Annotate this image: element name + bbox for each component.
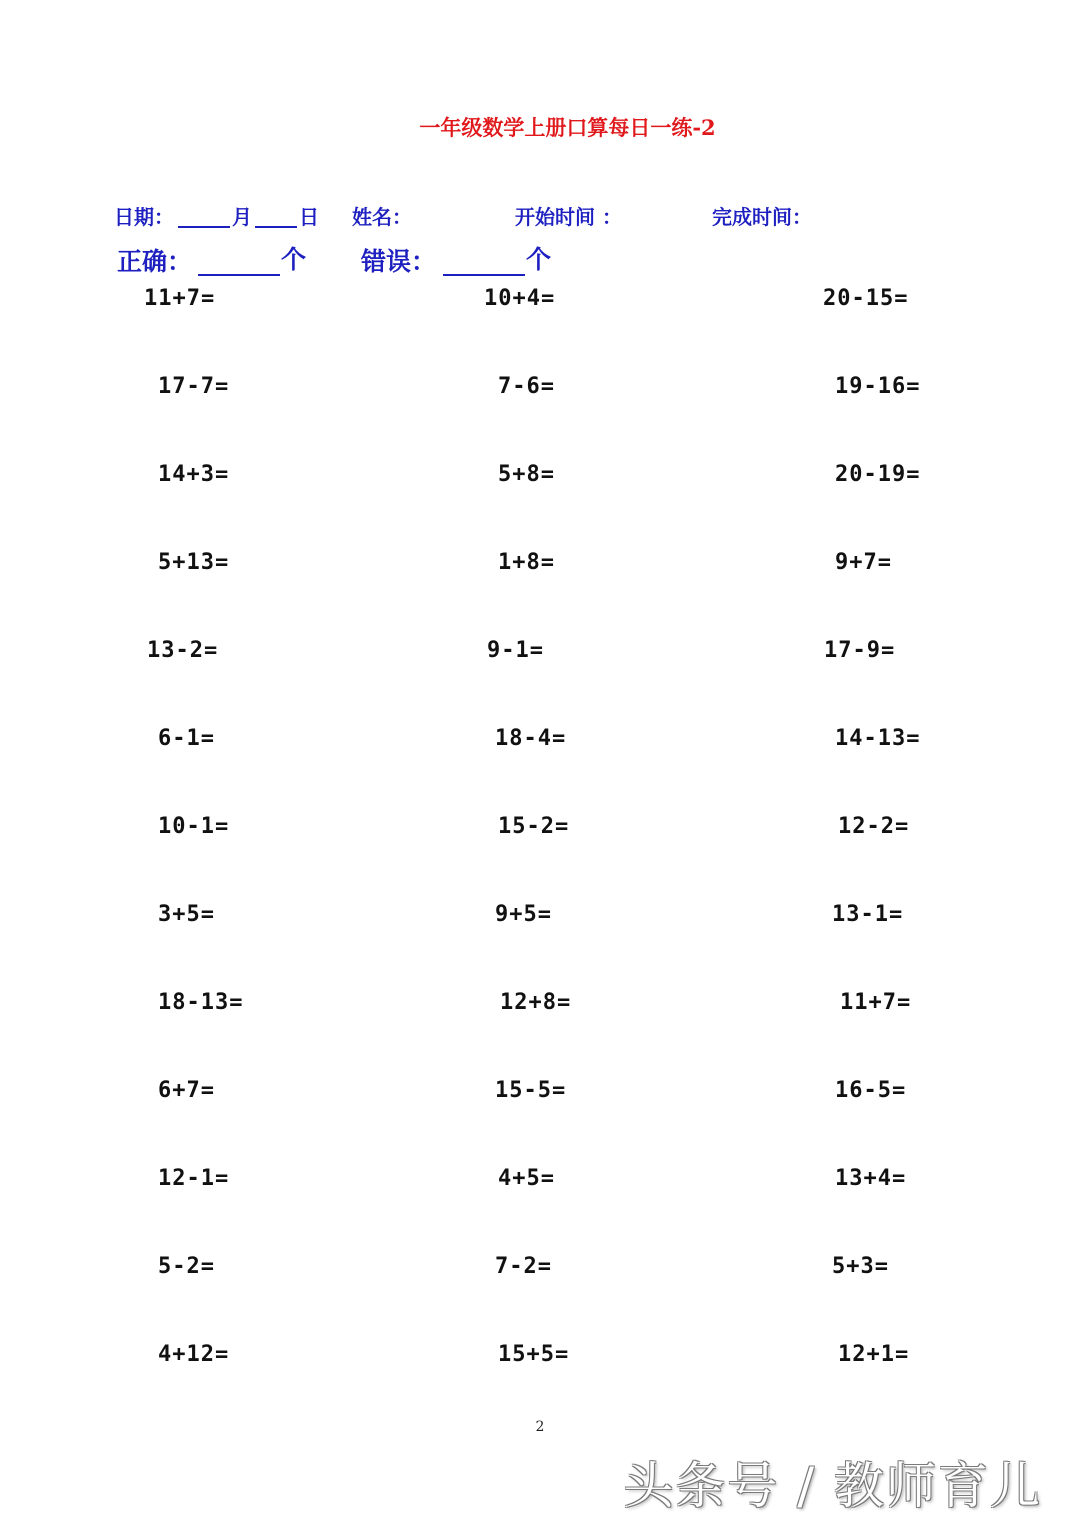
problem-c3-9: 11+7= [840, 990, 912, 1015]
problem-c2-9: 12+8= [500, 990, 572, 1015]
wrong-unit: 个 [526, 245, 552, 274]
problem-c2-11: 4+5= [498, 1166, 555, 1191]
problem-c1-9: 18-13= [158, 990, 244, 1015]
wrong-blank [443, 270, 525, 276]
correct-unit: 个 [281, 245, 307, 274]
start-time-label: 开始时间 ： [515, 205, 622, 229]
correct-blank [198, 270, 280, 276]
problem-c2-12: 7-2= [495, 1254, 552, 1279]
problem-c1-6: 6-1= [158, 726, 215, 751]
day-label: 日 [299, 205, 319, 229]
problem-c2-2: 7-6= [498, 374, 555, 399]
problem-c1-10: 6+7= [158, 1078, 215, 1103]
problem-c2-6: 18-4= [495, 726, 567, 751]
problem-c2-4: 1+8= [498, 550, 555, 575]
end-time-label: 完成时间： [712, 205, 812, 229]
problem-c2-10: 15-5= [495, 1078, 567, 1103]
problem-c3-7: 12-2= [838, 814, 910, 839]
problem-c1-13: 4+12= [158, 1342, 230, 1367]
problem-c1-12: 5-2= [158, 1254, 215, 1279]
problem-c3-6: 14-13= [835, 726, 921, 751]
problem-c2-13: 15+5= [498, 1342, 570, 1367]
problem-c1-2: 17-7= [158, 374, 230, 399]
problem-c1-11: 12-1= [158, 1166, 230, 1191]
problem-c3-8: 13-1= [832, 902, 904, 927]
problem-c3-3: 20-19= [835, 462, 921, 487]
problem-c1-5: 13-2= [147, 638, 219, 663]
wrong-label: 错误： [361, 247, 437, 276]
problem-c3-10: 16-5= [835, 1078, 907, 1103]
problem-c2-5: 9-1= [487, 638, 544, 663]
problem-c3-12: 5+3= [832, 1254, 889, 1279]
problem-c1-1: 11+7= [144, 286, 216, 311]
problem-c2-3: 5+8= [498, 462, 555, 487]
problem-c1-4: 5+13= [158, 550, 230, 575]
problem-c1-3: 14+3= [158, 462, 230, 487]
day-blank [255, 222, 297, 228]
watermark: 头条号 / 教师育儿 [623, 1457, 1042, 1515]
problem-c3-11: 13+4= [835, 1166, 907, 1191]
month-label: 月 [232, 205, 252, 229]
problem-c3-2: 19-16= [835, 374, 921, 399]
problem-c2-7: 15-2= [498, 814, 570, 839]
problem-c3-1: 20-15= [823, 286, 909, 311]
problem-c3-5: 17-9= [824, 638, 896, 663]
date-label: 日期： [114, 205, 174, 229]
correct-label: 正确： [117, 247, 193, 276]
problem-c2-1: 10+4= [484, 286, 556, 311]
worksheet-title: 一年级数学上册口算每日一练-2 [419, 115, 716, 140]
problem-c2-8: 9+5= [495, 902, 552, 927]
problem-c3-4: 9+7= [835, 550, 892, 575]
problem-c1-7: 10-1= [158, 814, 230, 839]
problem-c1-8: 3+5= [158, 902, 215, 927]
name-label: 姓名： [352, 205, 412, 229]
page-number: 2 [535, 1419, 545, 1435]
month-blank [178, 222, 230, 228]
problem-c3-13: 12+1= [838, 1342, 910, 1367]
